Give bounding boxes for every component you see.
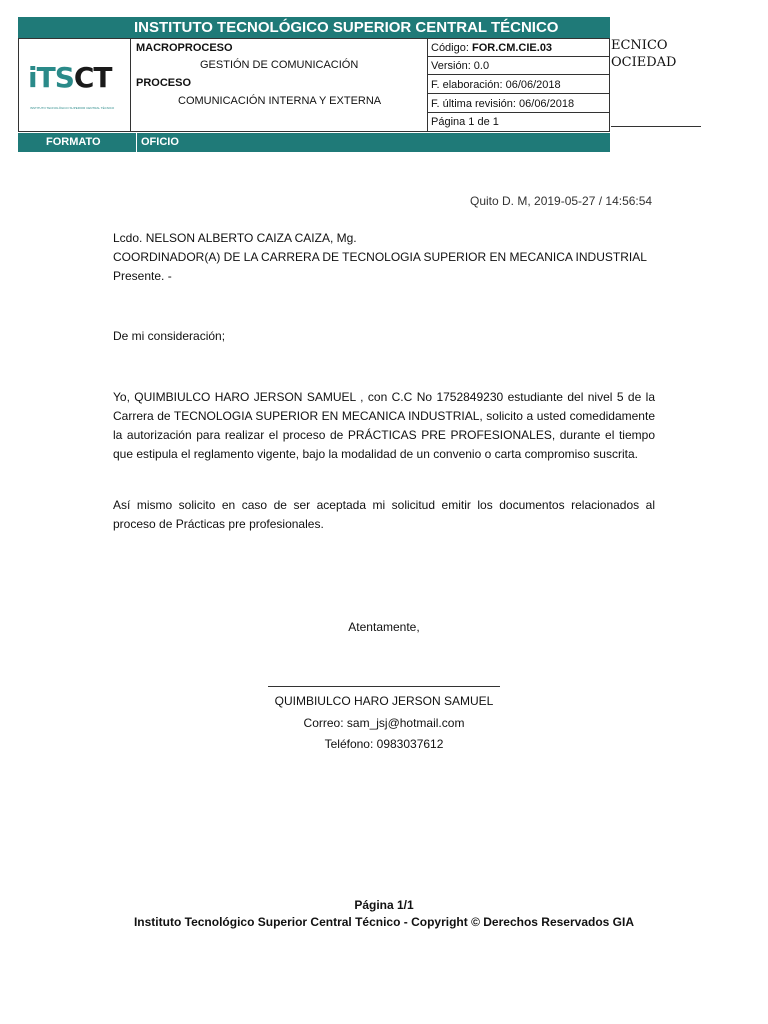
proceso-label: PROCESO bbox=[136, 77, 192, 89]
greeting: De mi consideración; bbox=[113, 329, 226, 343]
document-info-cell bbox=[427, 39, 609, 131]
macroproceso-value: GESTIÓN DE COMUNICACIÓN bbox=[200, 59, 359, 71]
signer-phone: Teléfono: 0983037612 bbox=[324, 737, 444, 751]
formato-value: OFICIO bbox=[136, 133, 179, 152]
letter-date: Quito D. M, 2019-05-27 / 14:56:54 bbox=[470, 194, 653, 208]
elaboracion-row: F. elaboración: 06/06/2018 bbox=[427, 76, 609, 94]
presente: Presente. - bbox=[113, 269, 172, 283]
pagina-row: Página 1 de 1 bbox=[431, 116, 499, 128]
signer-name: QUIMBIULCO HARO JERSON SAMUEL bbox=[274, 694, 494, 708]
body-paragraph-1: Yo, QUIMBIULCO HARO JERSON SAMUEL , con C.C No 1752849230 estudiante del nivel 5 de la Carrera de TECNOLOGIA SUPERIOR EN MECANICA INDUSTRIAL, solicito a usted comedidamente la autorización para realizar el proceso de PRÁCTICAS PRE PROFESIONALES, durante el tiempo que estipula el reglamento vigente, bajo la modalidad de un convenio o carta compromiso suscrita. bbox=[113, 390, 655, 461]
document-header bbox=[18, 17, 610, 152]
signer-email: Correo: sam_jsj@hotmail.com bbox=[303, 716, 465, 730]
formato-label: FORMATO bbox=[46, 136, 101, 148]
recipient-role: COORDINADOR(A) DE LA CARRERA DE TECNOLOGIA SUPERIOR EN MECANICA INDUSTRIAL bbox=[113, 250, 647, 264]
macroproceso-label: MACROPROCESO bbox=[136, 42, 233, 54]
logo-cell bbox=[19, 39, 131, 131]
logo-wordmark: iTSCT bbox=[28, 61, 112, 94]
version-row: Versión: 0.0 bbox=[427, 57, 609, 75]
proceso-value: COMUNICACIÓN INTERNA Y EXTERNA bbox=[178, 95, 382, 107]
footer-copyright: Instituto Tecnológico Superior Central Técnico - Copyright © Derechos Reservados GIA bbox=[133, 915, 635, 929]
footer-page: Página 1/1 bbox=[354, 898, 414, 912]
institution-logo bbox=[28, 61, 123, 111]
logo-subtext: INSTITUTO TECNOLÓGICO SUPERIOR CENTRAL TÉCNICO bbox=[30, 106, 115, 110]
revision-row: F. última revisión: 06/06/2018 bbox=[427, 95, 609, 113]
codigo-row: Código: FOR.CM.CIE.03 bbox=[427, 39, 609, 57]
side-text-1: ECNICO bbox=[611, 38, 668, 53]
body-paragraph-2: Así mismo solicito en caso de ser aceptada mi solicitud emitir los documentos relacionados al proceso de Prácticas pre profesionales. bbox=[113, 498, 655, 531]
process-cell bbox=[130, 39, 428, 131]
closing: Atentamente, bbox=[348, 620, 420, 634]
side-divider bbox=[611, 126, 701, 127]
side-text-2: OCIEDAD bbox=[611, 55, 677, 70]
recipient-name: Lcdo. NELSON ALBERTO CAIZA CAIZA, Mg. bbox=[113, 231, 357, 245]
header-grid bbox=[18, 38, 610, 132]
format-bar bbox=[18, 133, 610, 152]
signature-line bbox=[268, 686, 500, 687]
institution-title: INSTITUTO TECNOLÓGICO SUPERIOR CENTRAL TÉCNICO bbox=[18, 17, 610, 38]
